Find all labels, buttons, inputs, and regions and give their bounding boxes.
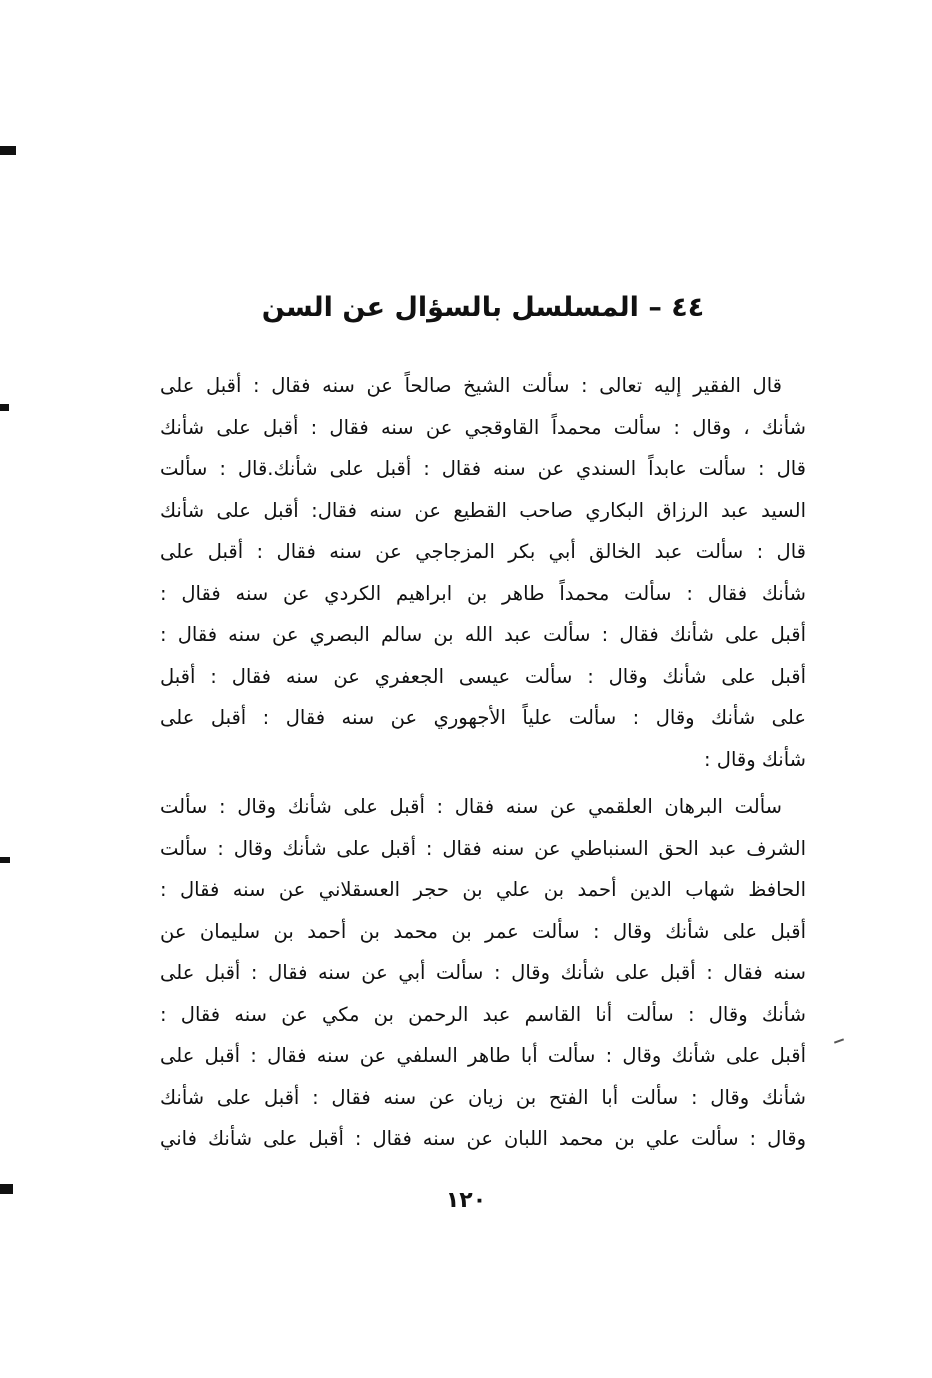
- page-number: ١٢٠: [445, 1188, 487, 1213]
- text-line: أقبل على شأنك وقال : سألت عمر بن محمد بن أحمد بن سليمان عن: [160, 919, 806, 943]
- paragraph-1: [160, 365, 806, 780]
- text-line: الشرف عبد الحق السنباطي عن سنه فقال : أقبل على شأنك وقال : سألت: [160, 836, 806, 860]
- text-line: السيد عبد الرزاق البكاري صاحب القطيع عن سنه فقال: أقبل على شأنك: [160, 498, 806, 522]
- text-line: شأنك وقال : سألت أنا القاسم عبد الرحمن بن مكي عن سنه فقال :: [160, 1002, 806, 1026]
- section-heading: ٤٤ – المسلسل بالسؤال عن السن: [261, 292, 705, 323]
- text-line: وقال : سألت علي بن محمد اللبان عن سنه فقال : أقبل على شأنك فاني: [160, 1127, 806, 1150]
- text-line: أقبل على شأنك فقال : سألت عبد الله بن سالم البصري عن سنه فقال :: [160, 623, 806, 646]
- text-line: قال الفقير إليه تعالى : سألت الشيخ صالحاً عن سنه فقال : أقبل على: [160, 374, 782, 397]
- scan-dust-mark: [834, 1038, 844, 1043]
- text-line: الحافظ شهاب الدين أحمد بن علي بن حجر العسقلاني عن سنه فقال :: [160, 878, 806, 901]
- text-line: شأنك فقال : سألت محمداً طاهر بن ابراهيم الكردي عن سنه فقال :: [160, 581, 806, 605]
- text-line: سنه فقال : أقبل على شأنك وقال : سألت أبي عن سنه فقال : أقبل على: [160, 961, 806, 984]
- text-line: على شأنك وقال : سألت علياً الأجهوري عن سنه فقال : أقبل على: [160, 706, 806, 729]
- scan-edge-mark: [0, 857, 10, 863]
- paragraph-2: [160, 786, 806, 1160]
- scan-edge-mark: [0, 146, 16, 155]
- text-line: أقبل على شأنك وقال : سألت أبا طاهر السلفي عن سنه فقال : أقبل على: [160, 1044, 806, 1067]
- text-line: شأنك ، وقال : سألت محمداً القاوقجي عن سنه فقال : أقبل على شأنك: [160, 415, 806, 439]
- text-line: سألت البرهان العلقمي عن سنه فقال : أقبل على شأنك وقال : سألت: [160, 795, 782, 818]
- text-line: أقبل على شأنك وقال : سألت عيسى الجعفري عن سنه فقال : أقبل: [160, 664, 806, 688]
- text-line: شأنك وقال : سألت أبا الفتح بن زيان عن سنه فقال : أقبل على شأنك: [160, 1085, 806, 1109]
- text-line: قال : سألت عبد الخالق أبي بكر المزجاجي عن سنه فقال : أقبل على: [160, 540, 806, 563]
- text-line: قال : سألت عابداً السندي عن سنه فقال : أقبل على شأنك.قال : سألت: [160, 457, 806, 480]
- text-line: شأنك وقال :: [704, 747, 806, 771]
- scan-edge-mark: [0, 404, 9, 411]
